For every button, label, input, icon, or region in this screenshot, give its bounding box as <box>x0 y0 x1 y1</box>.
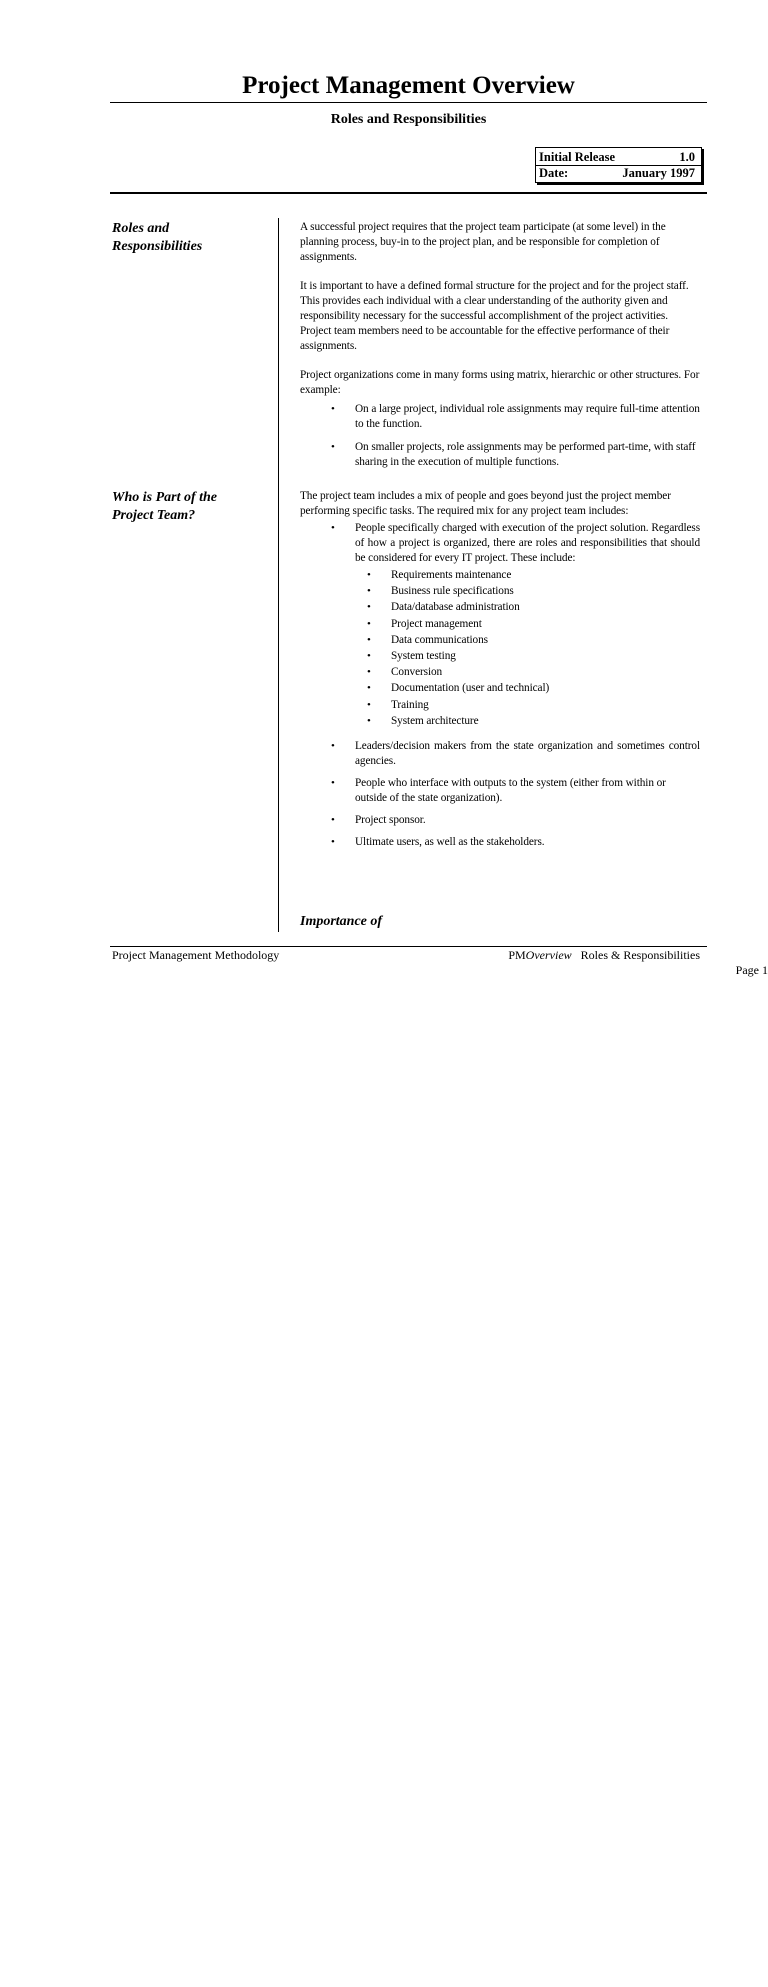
bullet-icon: • <box>367 617 371 630</box>
sub-list-item-text: Business rule specifications <box>391 585 514 598</box>
bullet-list <box>300 521 700 850</box>
list-item <box>300 739 700 769</box>
sub-list-item <box>355 697 700 713</box>
date-label: Date: <box>539 166 569 180</box>
footer-suffix: Roles & Responsibilities <box>580 948 700 962</box>
bullet-icon: • <box>367 569 371 581</box>
header-divider <box>110 192 707 194</box>
paragraph: The project team includes a mix of people and goes beyond just the project member performing specific tasks. The required mix for any project team includes: <box>300 490 671 517</box>
bullet-icon: • <box>367 714 371 727</box>
date-value: January 1997 <box>622 166 695 180</box>
sub-list-item-text: Requirements maintenance <box>391 569 512 581</box>
footer-right <box>508 948 700 963</box>
bullet-icon: • <box>331 777 335 790</box>
list-item <box>300 440 700 470</box>
list-item <box>300 402 700 432</box>
bullet-icon: • <box>367 633 371 646</box>
bullet-icon: • <box>367 585 371 598</box>
sub-list-item-text: System testing <box>391 650 456 663</box>
list-item <box>300 835 700 850</box>
bullet-icon: • <box>331 740 335 753</box>
sub-list-item-text: Data communications <box>391 633 488 646</box>
sub-list-item <box>355 680 700 696</box>
sub-list-item <box>355 567 700 583</box>
section-heading-roles <box>112 220 262 256</box>
list-item-text: On smaller projects, role assignments may be performed part-time, with staff sharing in the execution of multiple functions. <box>355 441 696 468</box>
section-body-roles <box>300 220 700 477</box>
footer-prefix: PM <box>508 948 526 962</box>
list-item-text: People specifically charged with execution of the project solution. Regardless of how a project is organized, there are roles and responsibilities that should be considered for every IT project. These include: <box>355 522 700 564</box>
release-version: 1.0 <box>679 150 695 164</box>
list-item-text: People who interface with outputs to the system (either from within or outside of the state organization). <box>355 777 666 805</box>
sub-list-item <box>355 632 700 648</box>
bullet-icon: • <box>331 441 335 453</box>
footer-divider <box>110 946 707 947</box>
release-row <box>539 149 695 165</box>
release-info-box <box>535 147 702 183</box>
paragraph: A successful project requires that the project team participate (at some level) in the planning process, buy-in to the project plan, and be responsible for completion of assignments. <box>300 221 666 263</box>
sub-bullet-list <box>355 567 700 729</box>
list-item <box>300 776 700 806</box>
heading-line: Roles and <box>112 221 170 236</box>
list-item-text: Ultimate users, as well as the stakeholders. <box>355 836 545 849</box>
list-item-text: On a large project, individual role assignments may require full-time attention to the function. <box>355 403 700 430</box>
bullet-icon: • <box>367 650 371 663</box>
column-divider <box>278 218 279 932</box>
sub-list-item-text: Conversion <box>391 666 443 679</box>
bullet-icon: • <box>331 836 335 849</box>
list-item <box>300 813 700 828</box>
sub-list-item <box>355 583 700 599</box>
footer-italic: Overview <box>525 948 572 962</box>
sub-list-item <box>355 648 700 664</box>
sub-list-item-text: Data/database administration <box>391 601 520 614</box>
bullet-icon: • <box>367 698 371 711</box>
bullet-icon: • <box>367 666 371 679</box>
section-heading-team <box>112 489 262 525</box>
heading-line: Project Team? <box>112 508 196 523</box>
bullet-icon: • <box>331 814 335 827</box>
heading-line: Responsibilities <box>112 239 203 254</box>
sub-list-item <box>355 713 700 729</box>
paragraph: Project organizations come in many forms using matrix, hierarchic or other structures. For example: <box>300 369 700 396</box>
bullet-icon: • <box>331 522 335 534</box>
section-body-team <box>300 489 700 857</box>
sub-list-item <box>355 664 700 680</box>
release-label: Initial Release <box>539 150 616 164</box>
list-item-text: Leaders/decision makers from the state organization and sometimes control agencies. <box>355 740 700 768</box>
sub-list-item-text: Training <box>391 698 429 711</box>
list-item <box>300 521 700 729</box>
sub-list-item-text: System architecture <box>391 714 479 727</box>
sub-list-item-text: Documentation (user and technical) <box>391 682 550 695</box>
page-subtitle: Roles and Responsibilities <box>330 112 487 127</box>
sub-list-item <box>355 616 700 632</box>
date-row <box>539 165 695 181</box>
footer-left: Project Management Methodology <box>112 948 280 962</box>
paragraph: It is important to have a defined formal structure for the project and for the project staff. This provides each individual with a clear understanding of the authority given and responsibility necessary for the successful accomplishment of the project activities. Project team members need to be accountable for the effective performance of their assignments. <box>300 280 689 352</box>
page-title: Project Management Overview <box>242 72 575 99</box>
bullet-icon: • <box>367 601 371 614</box>
page-number: Page 1 <box>735 963 768 977</box>
bullet-icon: • <box>367 682 371 695</box>
sub-list-item-text: Project management <box>391 617 482 630</box>
sub-list-item <box>355 599 700 615</box>
bullet-list <box>300 402 700 470</box>
bullet-icon: • <box>331 403 335 415</box>
heading-line: Who is Part of the <box>112 490 218 505</box>
list-item-text: Project sponsor. <box>355 814 426 827</box>
title-divider <box>110 102 707 103</box>
section-heading-importance: Importance of <box>300 914 383 929</box>
